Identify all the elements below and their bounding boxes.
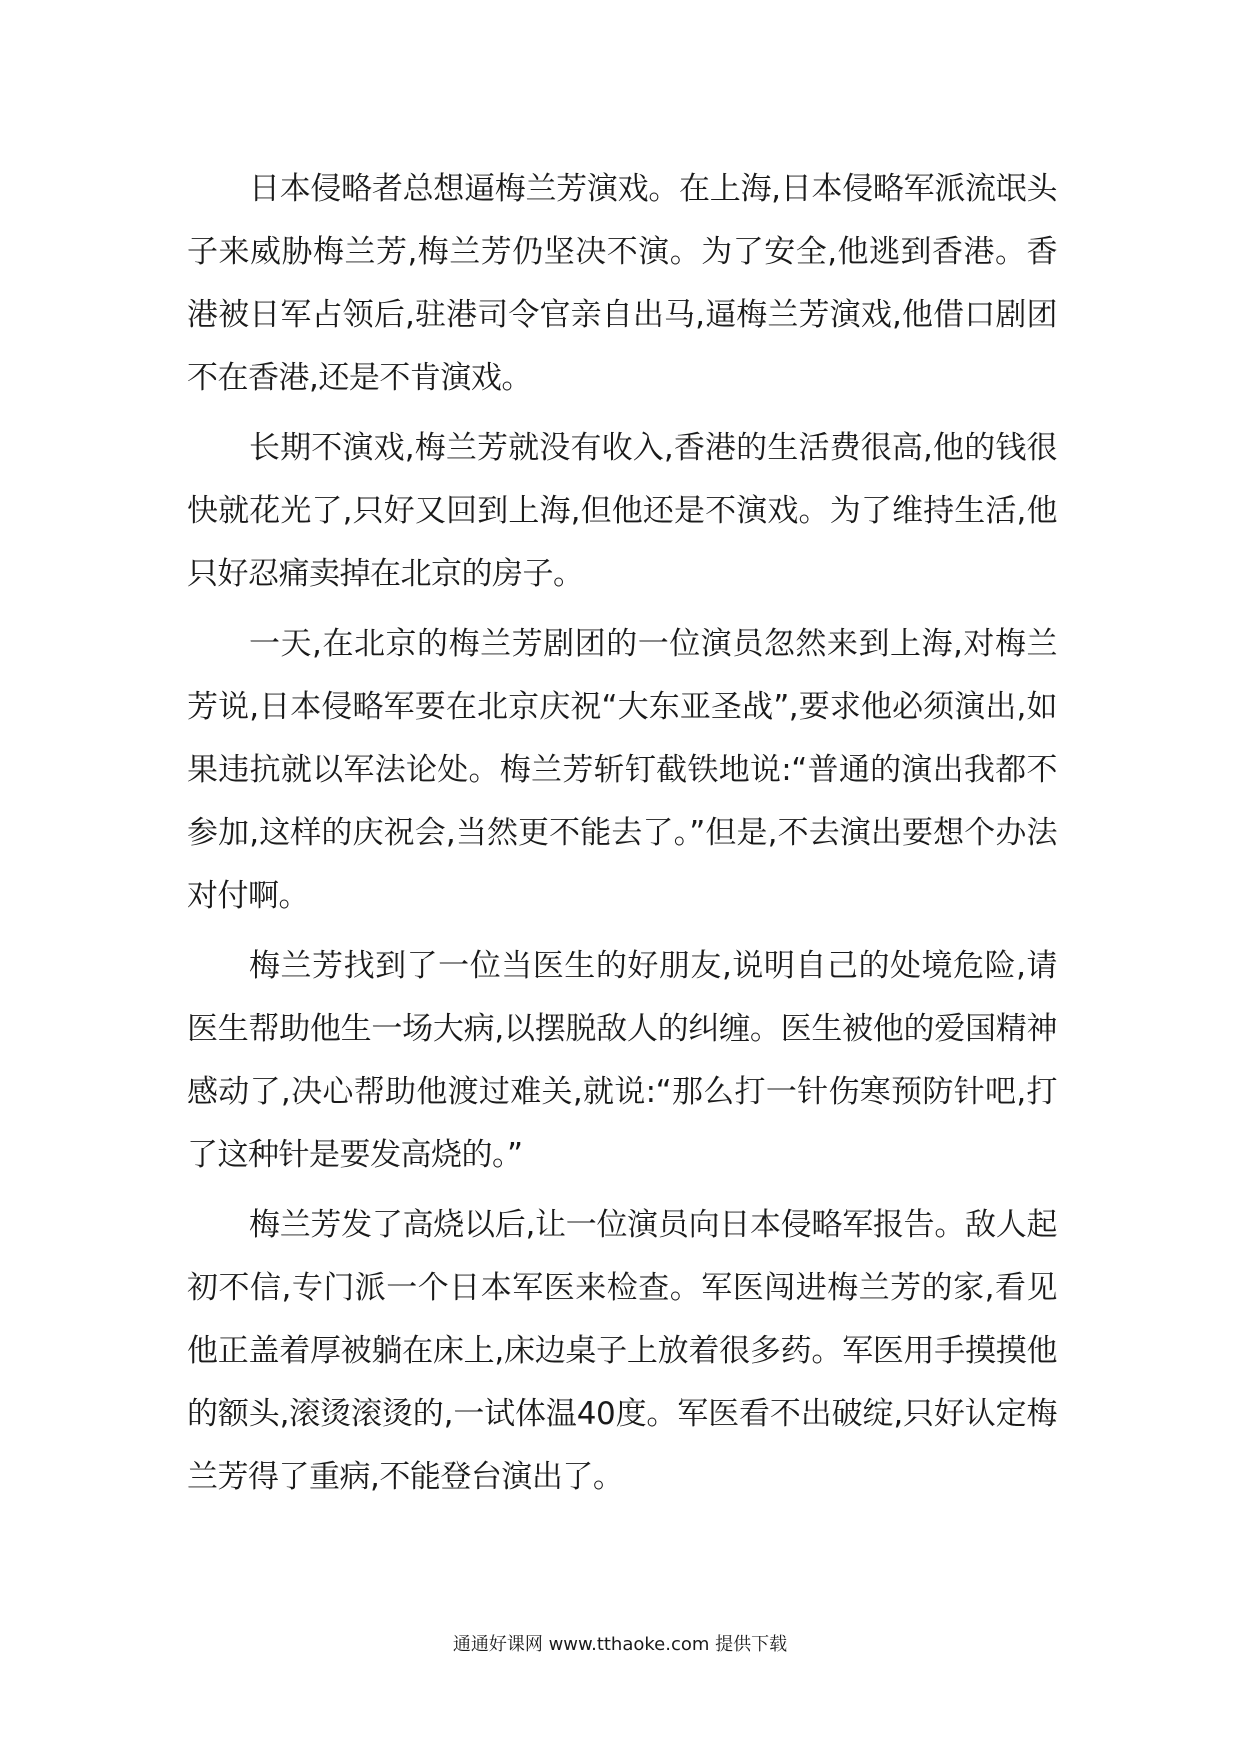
- page-footer: 通通好课网 www.tthaoke.com 提供下载: [452, 1634, 788, 1655]
- paragraph-2: 长期不演戏,梅兰芳就没有收入,香港的生活费很高,他的钱很快就花光了,只好又回到上海,但他还是不演戏。为了维持生活,他只好忍痛卖掉在北京的房子。: [187, 430, 1057, 592]
- paragraph-4: 梅兰芳找到了一位当医生的好朋友,说明自己的处境危险,请医生帮助他生一场大病,以摆脱敌人的纠缠。医生被他的爱国精神感动了,决心帮助他渡过难关,就说:“那么打一针伤寒预防针吧,打了这种针是要发高烧的。”: [187, 948, 1057, 1173]
- paragraph-5: 梅兰芳发了高烧以后,让一位演员向日本侵略军报告。敌人起初不信,专门派一个日本军医来检查。军医闯进梅兰芳的家,看见他正盖着厚被躺在床上,床边桌子上放着很多药。军医用手摸摸他的额头,滚烫滚烫的,一试体温40度。军医看不出破绽,只好认定梅兰芳得了重病,不能登台演出了。: [187, 1207, 1057, 1495]
- paragraph-1: 日本侵略者总想逼梅兰芳演戏。在上海,日本侵略军派流氓头子来威胁梅兰芳,梅兰芳仍坚决不演。为了安全,他逃到香港。香港被日军占领后,驻港司令官亲自出马,逼梅兰芳演戏,他借口剧团不在香港,还是不肯演戏。: [187, 171, 1057, 396]
- article-body: [187, 158, 1057, 1516]
- paragraph-3: 一天,在北京的梅兰芳剧团的一位演员忽然来到上海,对梅兰芳说,日本侵略军要在北京庆祝“大东亚圣战”,要求他必须演出,如果违抗就以军法论处。梅兰芳斩钉截铁地说:“普通的演出我都不参加,这样的庆祝会,当然更不能去了。”但是,不去演出要想个办法对付啊。: [187, 626, 1057, 914]
